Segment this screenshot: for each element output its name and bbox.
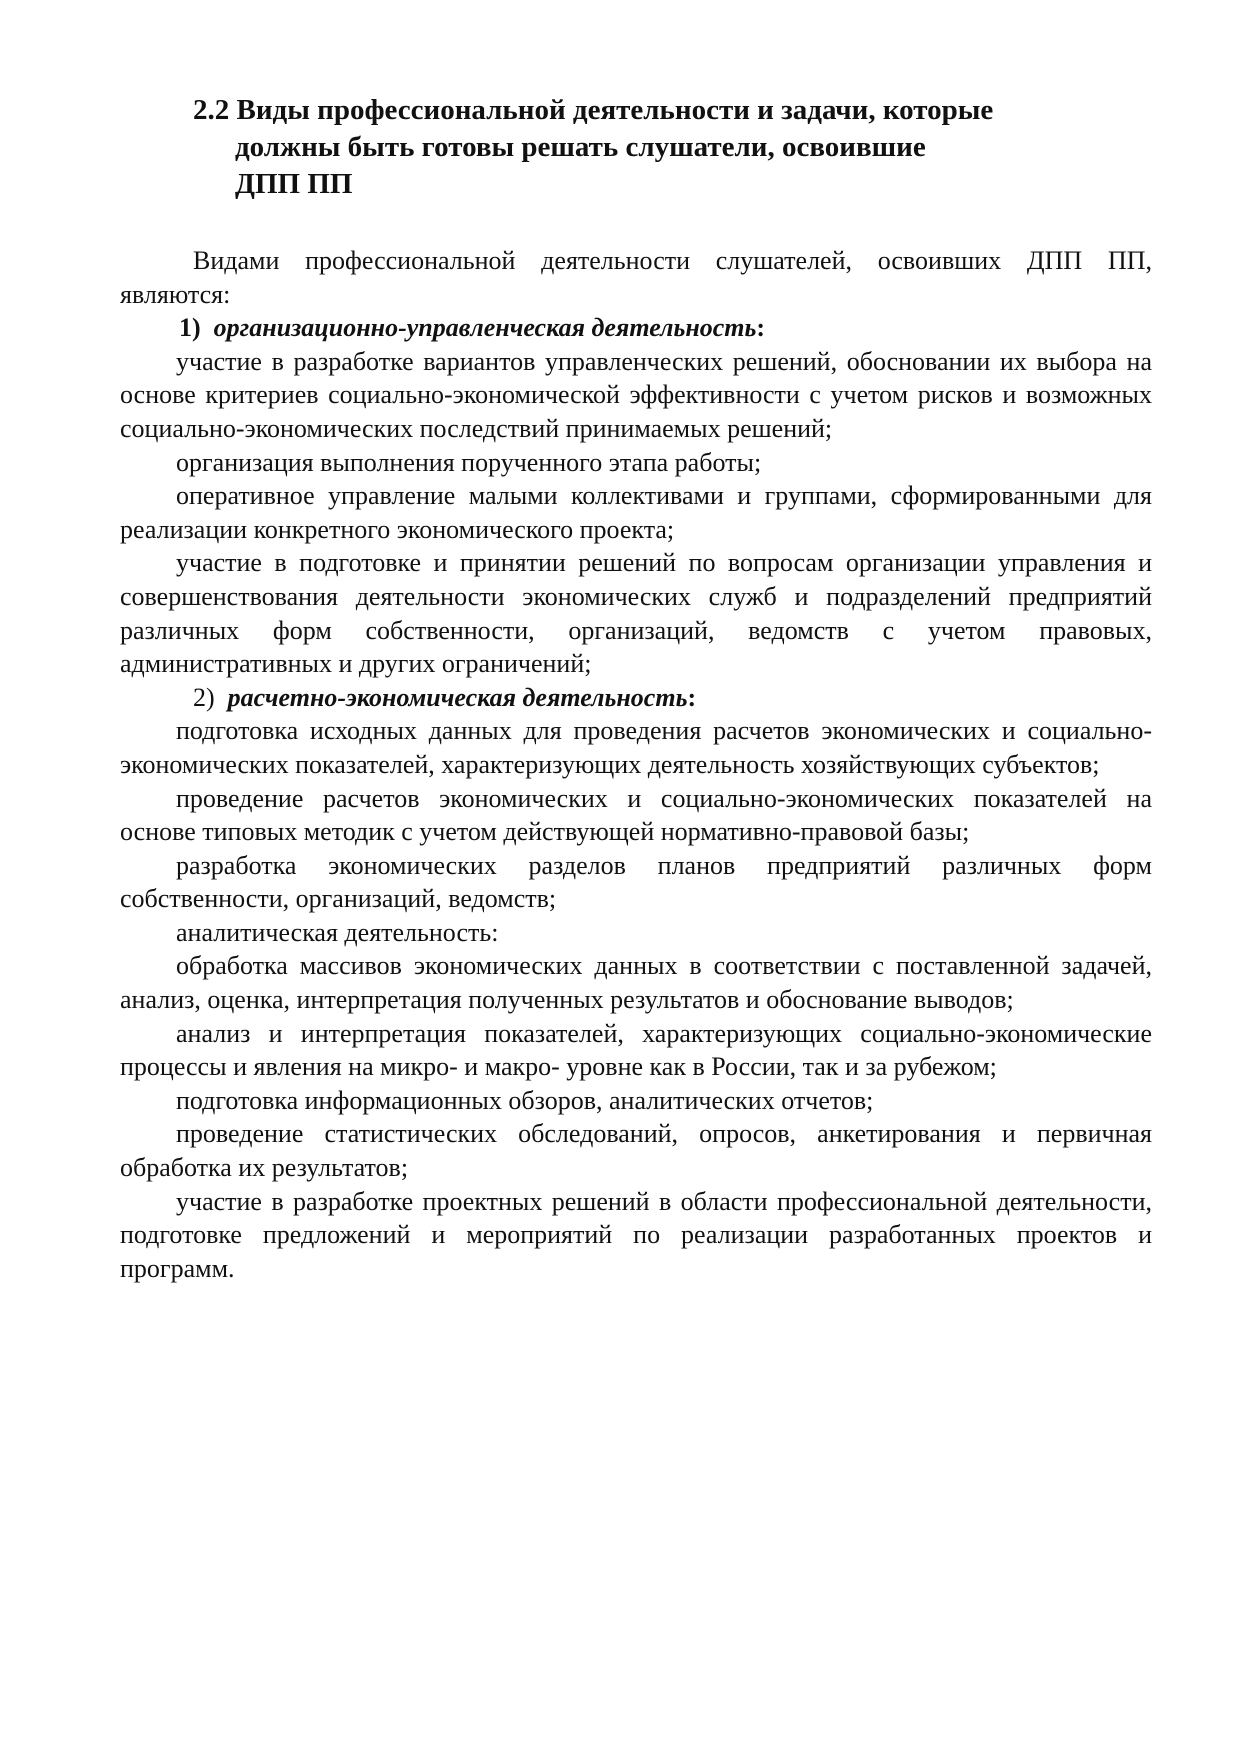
document-body xyxy=(120,244,1152,1285)
paragraph: подготовка исходных данных для проведения расчетов экономических и социально-экономических показателей, характеризующих деятельность хозяйствующих субъектов; xyxy=(120,716,1152,779)
heading-line: должны быть готовы решать слушатели, освоившие xyxy=(235,131,926,163)
item-title: организационно-управленческая деятельность xyxy=(213,313,757,343)
section-heading xyxy=(193,92,1153,203)
heading-line: 2.2 Виды профессиональной деятельности и задачи, которые xyxy=(193,94,994,126)
paragraph: подготовка информационных обзоров, аналитических отчетов; xyxy=(176,1085,874,1115)
colon: : xyxy=(756,313,766,343)
heading-line: ДПП ПП xyxy=(235,168,353,200)
item-title: расчетно-экономическая деятельность xyxy=(227,682,688,712)
paragraph: проведение расчетов экономических и социально-экономических показателей на основе типовых методик с учетом действующей нормативно-правовой базы; xyxy=(120,783,1152,847)
paragraph: участие в подготовке и принятии решений по вопросам организации управления и совершенствования деятельности экономических служб и подразделений предприятий различных форм собственности, организаций, ведомств с учетом правовых, административных и других ограничений; xyxy=(120,548,1152,679)
paragraph: проведение статистических обследований, опросов, анкетирования и первичная обработка их результатов; xyxy=(120,1119,1152,1183)
intro-paragraph: Видами профессиональной деятельности слушателей, освоивших ДПП ПП, являются: xyxy=(120,246,1152,309)
item-number: 2) xyxy=(193,682,215,712)
colon: : xyxy=(687,682,697,712)
list-item-heading xyxy=(120,681,1152,715)
paragraph: организация выполнения порученного этапа работы; xyxy=(176,447,762,477)
list-item-heading xyxy=(120,311,1152,345)
paragraph: участие в разработке проектных решений в области профессиональной деятельности, подготовке предложений и мероприятий по реализации разработанных проектов и программ. xyxy=(120,1186,1152,1283)
item-number: 1) xyxy=(179,313,201,343)
paragraph: участие в разработке вариантов управленческих решений, обосновании их выбора на основе критериев социально-экономической эффективности с учетом рисков и возможных социально-экономических последствий принимаемых решений; xyxy=(120,346,1152,443)
paragraph: оперативное управление малыми коллективами и группами, сформированными для реализации конкретного экономического проекта; xyxy=(120,481,1152,544)
paragraph: аналитическая деятельность: xyxy=(176,917,499,947)
paragraph: разработка экономических разделов планов предприятий различных форм собственности, организаций, ведомств; xyxy=(120,850,1152,914)
paragraph: анализ и интерпретация показателей, характеризующих социально-экономические процессы и явления на микро- и макро- уровне как в России, так и за рубежом; xyxy=(120,1018,1152,1082)
paragraph: обработка массивов экономических данных в соответствии с поставленной задачей, анализ, оценка, интерпретация полученных результатов и обоснование выводов; xyxy=(120,951,1152,1015)
